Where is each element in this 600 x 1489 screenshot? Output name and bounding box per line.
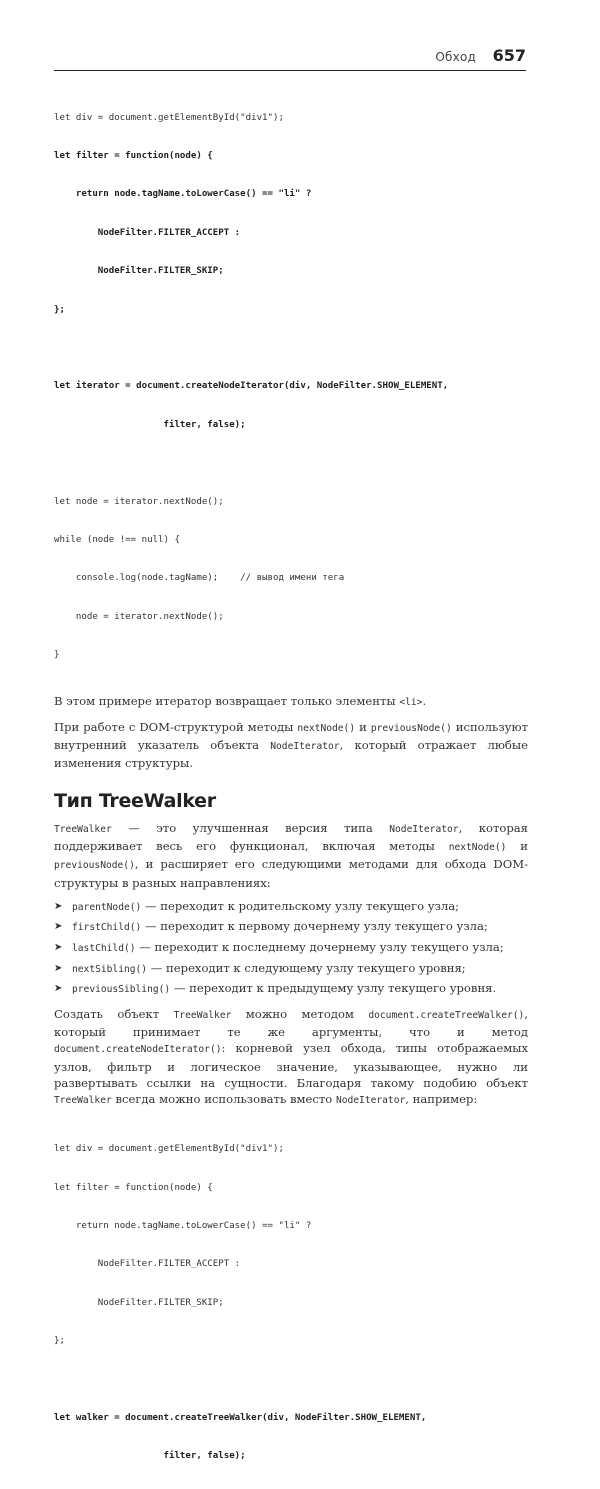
code-line: let node = iterator.nextNode();	[54, 496, 224, 507]
bullet-arrow-icon: ➤	[54, 900, 63, 912]
code-line: node = iterator.nextNode();	[54, 611, 224, 622]
inline-code: NodeIterator	[270, 741, 340, 753]
code-block-filter-2	[54, 1118, 528, 1374]
code-line: while (node !== null) {	[54, 534, 180, 545]
code-line: NodeFilter.FILTER_SKIP;	[54, 1297, 224, 1308]
code-block-iterator	[54, 355, 528, 457]
list-item: ➤ firstChild() — переходит к первому дочернему узлу текущего узла;	[54, 917, 528, 938]
code-line: let div = document.getElementById("div1");	[54, 1144, 284, 1155]
inline-code: document.createNodeIterator()	[54, 1044, 222, 1056]
inline-code: TreeWalker	[54, 1095, 112, 1107]
section-heading: Тип TreeWalker	[54, 789, 216, 812]
inline-code: TreeWalker	[173, 1009, 232, 1021]
page-number: 657	[492, 46, 526, 65]
inline-code: NodeIterator	[335, 1095, 406, 1107]
inline-code: document.createTreeWalker()	[368, 1009, 525, 1021]
page-content	[54, 86, 528, 1489]
list-item: ➤ lastChild() — переходит к последнему дочернему узлу текущего узла;	[54, 938, 528, 959]
code-line: console.log(node.tagName); // вывод имени тега	[54, 573, 345, 584]
inline-code: TreeWalker	[54, 823, 112, 835]
code-line: return node.tagName.toLowerCase() == "li" ?	[54, 189, 312, 200]
inline-code: previousNode()	[370, 722, 452, 734]
code-line: }	[54, 650, 60, 661]
bullet-arrow-icon: ➤	[54, 942, 63, 954]
section-name: Обход	[435, 50, 476, 64]
code-line: NodeFilter.FILTER_SKIP;	[54, 266, 224, 277]
code-line: let filter = function(node) {	[54, 1182, 213, 1193]
code-block-walker	[54, 1386, 528, 1488]
inline-code: nextNode()	[448, 841, 507, 853]
paragraph-treewalker-intro: TreeWalker — это улучшенная версия типа NodeIterator, которая поддерживает весь его функционал, включая методы nextNode() и previousNode(), и расширяет его следующими методами для обхода DOM-структуры в разных направлениях:	[54, 820, 528, 890]
code-line: filter, false);	[54, 1451, 246, 1462]
code-line: return node.tagName.toLowerCase() == "li" ?	[54, 1220, 312, 1231]
paragraph-internal-pointer: При работе с DOM-структурой методы nextNode() и previousNode() используют внутренний указатель объекта NodeIterator, который отражает любые изменения структуры.	[54, 719, 528, 771]
list-item: ➤ nextSibling() — переходит к следующему узлу текущего уровня;	[54, 959, 528, 980]
bullet-arrow-icon: ➤	[54, 983, 63, 995]
inline-code: <li>	[399, 697, 423, 709]
methods-list	[54, 897, 528, 1000]
inline-code: nextNode()	[297, 722, 356, 734]
inline-code: NodeIterator	[389, 823, 459, 835]
paragraph-iterator-result: В этом примере итератор возвращает только элементы <li>.	[54, 694, 427, 709]
code-block-loop	[54, 470, 528, 688]
code-line: let iterator = document.createNodeIterator(div, NodeFilter.SHOW_ELEMENT,	[54, 381, 449, 392]
code-line: };	[54, 304, 65, 315]
bullet-arrow-icon: ➤	[54, 962, 63, 974]
code-block-filter	[54, 86, 528, 342]
code-line: filter, false);	[54, 419, 246, 430]
running-header	[54, 44, 526, 71]
code-line: let filter = function(node) {	[54, 150, 213, 161]
code-line: let div = document.getElementById("div1");	[54, 112, 284, 123]
code-line: let walker = document.createTreeWalker(div, NodeFilter.SHOW_ELEMENT,	[54, 1412, 427, 1423]
paragraph-create-treewalker: Создать объект TreeWalker можно методом document.createTreeWalker(), который принимает те же аргументы, что и метод document.createNodeIterator(): корневой узел обхода, типы отображаемых узлов, фильтр и логическое значение, указывающее, нужно ли развертывать ссылки на сущности. Благодаря такому подобию объект TreeWalker всегда можно использовать вместо NodeIterator, например:	[54, 1006, 528, 1107]
bullet-arrow-icon: ➤	[54, 921, 63, 933]
list-item: ➤ parentNode() — переходит к родительскому узлу текущего узла;	[54, 897, 528, 918]
list-item: ➤ previousSibling() — переходит к предыдущему узлу текущего уровня.	[54, 979, 528, 1000]
inline-code: previousNode()	[54, 860, 135, 872]
code-line: NodeFilter.FILTER_ACCEPT :	[54, 1259, 241, 1270]
code-line: NodeFilter.FILTER_ACCEPT :	[54, 227, 241, 238]
code-line: };	[54, 1336, 65, 1347]
